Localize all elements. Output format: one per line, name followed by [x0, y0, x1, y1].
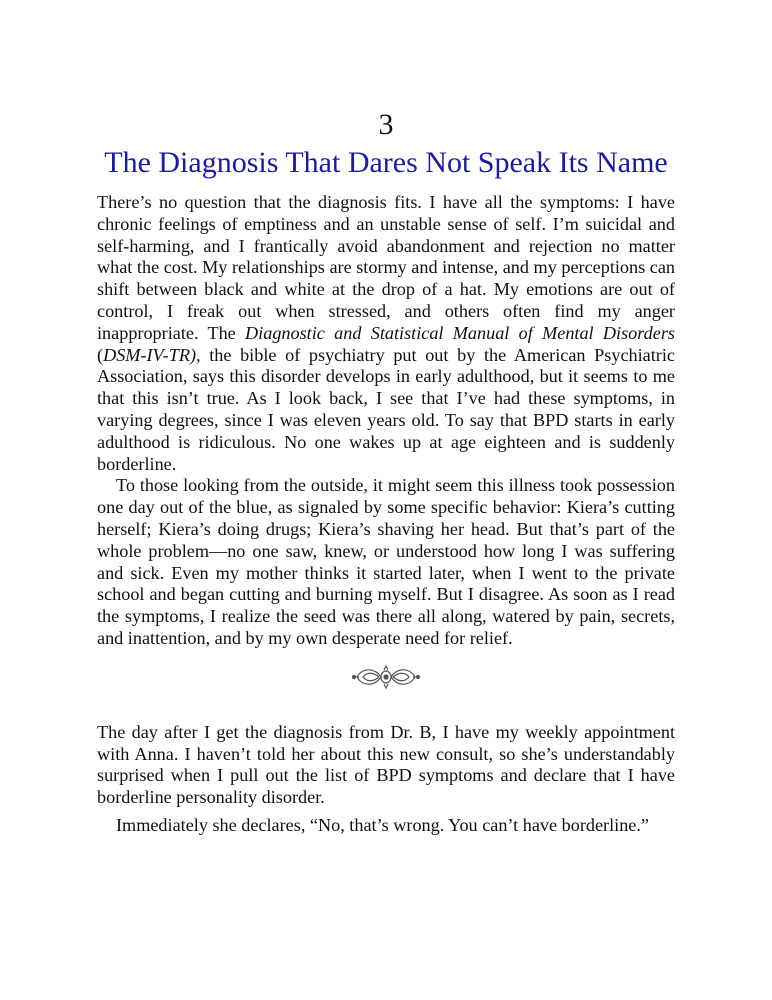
text-run: the bible of psychiatry put out by the American Psychiatric Association, says this disorder develops in early adulthood, but it seems to me that this isn’t true. As I look back, I see that I’ve had these symptoms, in varying degrees, since I was eleven years old. To say that BPD starts in early adulthood is ridiculous. No one wakes up at age eighteen and is suddenly borderline.	[97, 344, 675, 474]
text-run: There’s no question that the diagnosis fits. I have all the symptoms: I have chronic feelings of emptiness and an unstable sense of self. I’m suicidal and self-harming, and I frantically avoid abandonment and rejection no matter what the cost. My relationships are stormy and intense, and my perceptions can shift between black and white at the drop of a hat. My emotions are out of control, I freak out when stressed, and others often find my anger inappropriate. The	[97, 192, 675, 343]
text-run: (	[97, 344, 104, 365]
paragraph-1	[97, 192, 675, 475]
text-run: Immediately she declares, “No, that’s wrong. You can’t have borderline.”	[116, 814, 650, 835]
text-run: The day after I get the diagnosis from Dr. B, I have my weekly appointment with Anna. I haven’t told her about this new consult, so she’s understandably surprised when I pull out the list of BPD symptoms and declare that I have borderline personality disorder.	[97, 721, 675, 808]
paragraph-4	[97, 815, 675, 837]
italic-text: DSM-IV-TR),	[103, 344, 201, 365]
section-break-ornament	[97, 662, 675, 692]
chapter-title: The Diagnosis That Dares Not Speak Its Name	[104, 146, 668, 179]
chapter-number: 3	[378, 108, 394, 141]
paragraph-3	[97, 722, 675, 809]
text-run: To those looking from the outside, it might seem this illness took possession one day out of the blue, as signaled by some specific behavior: Kiera’s cutting herself; Kiera’s doing drugs; Kiera’s shaving her head. But that’s part of the whole problem—no one saw, knew, or understood how long I was suffering and sick. Even my mother thinks it started later, when I went to the private school and began cutting and burning myself. But I disagree. As soon as I read the symptoms, I realize the seed was there all along, watered by pain, secrets, and inattention, and by my own desperate need for relief.	[97, 475, 675, 648]
paragraph-2	[97, 475, 675, 649]
book-page	[97, 108, 675, 837]
vajra-ornament-icon	[351, 662, 421, 692]
italic-text: Diagnostic and Statistical Manual of Mental Disorders	[245, 322, 675, 343]
